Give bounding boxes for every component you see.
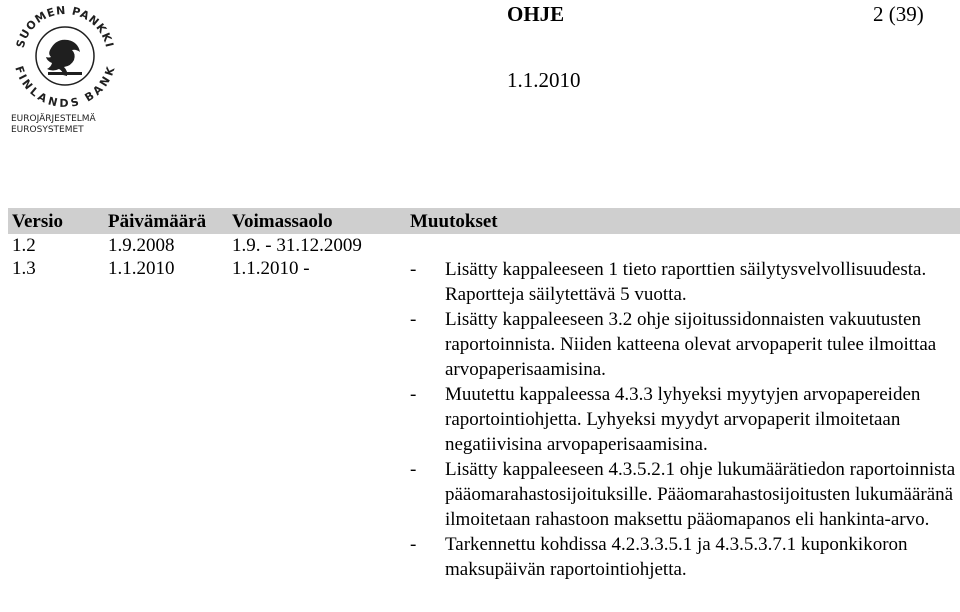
change-text: Lisätty kappaleeseen 3.2 ohje sijoitussidonnaisten vakuutusten raportoinnista. Niiden katteena olevat arvopaperit tulee ilmoittaa arvopaperisaamisina.: [445, 309, 937, 380]
changes-cell: [406, 257, 960, 582]
column-header-version: Versio: [8, 208, 104, 234]
list-dash: -: [410, 384, 417, 405]
logo-ring-bottom: FINLANDS BANK: [12, 64, 118, 111]
column-header-date: Päivämäärä: [104, 208, 228, 234]
table-row: [8, 234, 960, 257]
list-dash: -: [410, 309, 417, 330]
changes-cell: [406, 234, 960, 257]
change-text: Lisätty kappaleeseen 1 tieto raporttien säilytysvelvollisuudesta. Raportteja säilytettävä 5 vuotta.: [445, 259, 927, 305]
date-cell: 1.1.2010: [108, 258, 175, 279]
list-item: [410, 532, 956, 582]
validity-cell: 1.1.2010 -: [232, 258, 310, 279]
list-item: [410, 382, 956, 457]
bank-logo: [10, 4, 120, 134]
list-item: [410, 457, 956, 532]
list-item: [410, 307, 956, 382]
table-row: [8, 257, 960, 582]
page-number: 2 (39): [873, 2, 924, 26]
validity-cell: 1.9. - 31.12.2009: [232, 235, 362, 256]
lion-emblem-icon: [46, 40, 82, 76]
version-cell: 1.3: [12, 258, 36, 279]
change-text: Tarkennettu kohdissa 4.2.3.3.5.1 ja 4.3.5.3.7.1 kuponkikoron maksupäivän raportointiohjetta.: [445, 534, 908, 580]
document-type: OHJE: [507, 2, 565, 26]
column-header-changes: Muutokset: [406, 208, 960, 234]
list-dash: -: [410, 534, 417, 555]
change-list: [410, 257, 956, 582]
list-dash: -: [410, 259, 417, 280]
document-date: 1.1.2010: [507, 68, 581, 92]
list-item: [410, 257, 956, 307]
logo-line2: EUROSYSTEMET: [11, 125, 84, 134]
version-history-table: [8, 208, 960, 582]
date-cell: 1.9.2008: [108, 235, 175, 256]
logo-line1: EUROJÄRJESTELMÄ: [11, 114, 96, 124]
change-text: Muutettu kappaleessa 4.3.3 lyhyeksi myytyjen arvopapereiden raportointiohjetta. Lyhyeksi myydyt arvopaperit ilmoitetaan negatiivisina arvopaperisaamisina.: [445, 384, 921, 455]
column-header-validity: Voimassaolo: [228, 208, 406, 234]
list-dash: -: [410, 459, 417, 480]
version-cell: 1.2: [12, 235, 36, 256]
change-text: Lisätty kappaleeseen 4.3.5.2.1 ohje lukumäärätiedon raportoinnista pääomarahastosijoituksille. Pääomarahastosijoitusten lukumääränä ilmoitetaan rahastoon maksettu pääomapanos eli hankinta-arvo.: [445, 459, 956, 530]
table-header-row: [8, 208, 960, 234]
logo-ring-top: SUOMEN PANKKI: [13, 4, 117, 50]
